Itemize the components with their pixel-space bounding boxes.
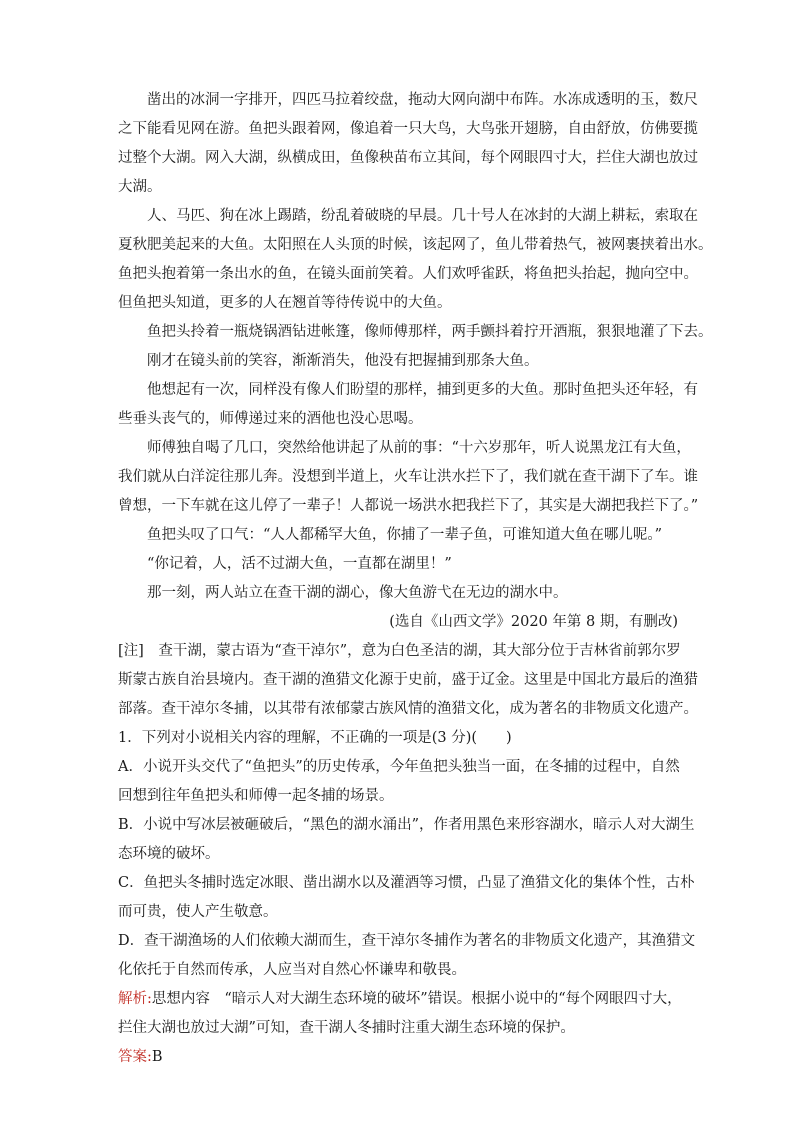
story-line: 人、马匹、狗在冰上踢踏，纷乱着破晓的早晨。几十号人在冰封的大湖上耕耘，索取在 [147, 208, 698, 224]
note-line: 斯蒙古族自治县境内。查干湖的渔猎文化源于史前，盛于辽金。这里是中国北方最后的渔猎 [118, 672, 698, 688]
question-stem: 1．下列对小说相关内容的理解，不正确的一项是(3 分)( ) [118, 730, 512, 746]
story-line: 那一刻，两人站立在查干湖的湖心，像大鱼游弋在无边的湖水中。 [147, 585, 568, 601]
option-line: A．小说开头交代了“鱼把头”的历史传承，今年鱼把头独当一面，在冬捕的过程中，自然 [118, 759, 680, 775]
analysis-line [118, 989, 682, 1009]
story-line: 过整个大湖。网入大湖，纵横成田，鱼像秧苗布立其间，每个网眼四寸大，拦住大湖也放过 [118, 150, 698, 166]
story-line: 鱼把头拎着一瓶烧锅酒钻进帐篷，像师傅那样，两手颤抖着拧开酒瓶，狠狠地灌了下去。 [147, 324, 713, 340]
answer-value: B [151, 1049, 163, 1065]
option-line: 态环境的破坏。 [118, 846, 220, 862]
option-line: 而可贵，使人产生敬意。 [118, 904, 278, 920]
option-line: B．小说中写冰层被砸破后，“黑色的湖水涌出”，作者用黑色来形容湖水，暗示人对大湖生 [118, 817, 695, 833]
story-line: 夏秋肥美起来的大鱼。太阳照在人头顶的时候，该起网了，鱼儿带着热气，被网裹挟着出水。 [118, 237, 713, 253]
story-line: 刚才在镜头前的笑容，渐渐消失，他没有把握捕到那条大鱼。 [147, 353, 539, 369]
note-line: [注] 查干湖，蒙古语为“查干淖尔”，意为白色圣洁的湖，其大部分位于吉林省前郭尔罗 [118, 643, 681, 659]
option-line: D．查干湖渔场的人们依赖大湖而生，查干淖尔冬捕作为著名的非物质文化遗产，其渔猎文 [118, 933, 696, 949]
analysis-label: 解析: [118, 991, 152, 1007]
story-line: 但鱼把头知道，更多的人在翘首等待传说中的大鱼。 [118, 295, 452, 311]
story-line: 之下能看见网在游。鱼把头跟着网，像追着一只大鸟，大鸟张开翅膀，自由舒放，仿佛要揽 [118, 121, 698, 137]
source-citation: (选自《山西文学》2020 年第 8 期，有删改) [389, 614, 678, 630]
story-line: 他想起有一次，同样没有像人们盼望的那样，捕到更多的大鱼。那时鱼把头还年轻，有 [147, 382, 698, 398]
story-line: “你记着，人，活不过湖大鱼，一直都在湖里！” [147, 556, 452, 572]
answer-label: 答案: [118, 1049, 152, 1065]
analysis-text: 思想内容 “暗示人对大湖生态环境的破坏”错误。根据小说中的“每个网眼四寸大， [151, 991, 682, 1007]
answer-line [118, 1047, 163, 1067]
story-line: 凿出的冰洞一字排开，四匹马拉着绞盘，拖动大网向湖中布阵。水冻成透明的玉，数尺 [147, 92, 698, 108]
note-line: 部落。查干淖尔冬捕，以其带有浓郁蒙古族风情的渔猎文化，成为著名的非物质文化遗产。 [118, 701, 698, 717]
story-line: 师傅独自喝了几口，突然给他讲起了从前的事：“十六岁那年，听人说黑龙江有大鱼， [147, 440, 691, 456]
option-line: 回想到往年鱼把头和师傅一起冬捕的场景。 [118, 788, 394, 804]
story-line: 鱼把头叹了口气：“人人都稀罕大鱼，你捕了一辈子鱼，可谁知道大鱼在哪儿呢。” [147, 527, 663, 543]
option-line: C．鱼把头冬捕时选定冰眼、凿出湖水以及灌酒等习惯，凸显了渔猎文化的集体个性，古朴 [118, 875, 695, 891]
analysis-line: 拦住大湖也放过大湖”可知，查干湖人冬捕时注重大湖生态环境的保护。 [118, 1020, 575, 1036]
story-line: 鱼把头抱着第一条出水的鱼，在镜头面前笑着。人们欢呼雀跃，将鱼把头抬起，抛向空中。 [118, 266, 698, 282]
story-line: 些垂头丧气的，师傅递过来的酒他也没心思喝。 [118, 411, 423, 427]
story-line: 大湖。 [118, 179, 162, 195]
option-line: 化依托于自然而传承，人应当对自然心怀谦卑和敬畏。 [118, 962, 466, 978]
story-line: 我们就从白洋淀往那儿奔。没想到半道上，火车让洪水拦下了，我们就在查干湖下了车。谁 [118, 469, 698, 485]
story-line: 曾想，一下车就在这儿停了一辈子！人都说一场洪水把我拦下了，其实是大湖把我拦下了。” [118, 498, 699, 514]
